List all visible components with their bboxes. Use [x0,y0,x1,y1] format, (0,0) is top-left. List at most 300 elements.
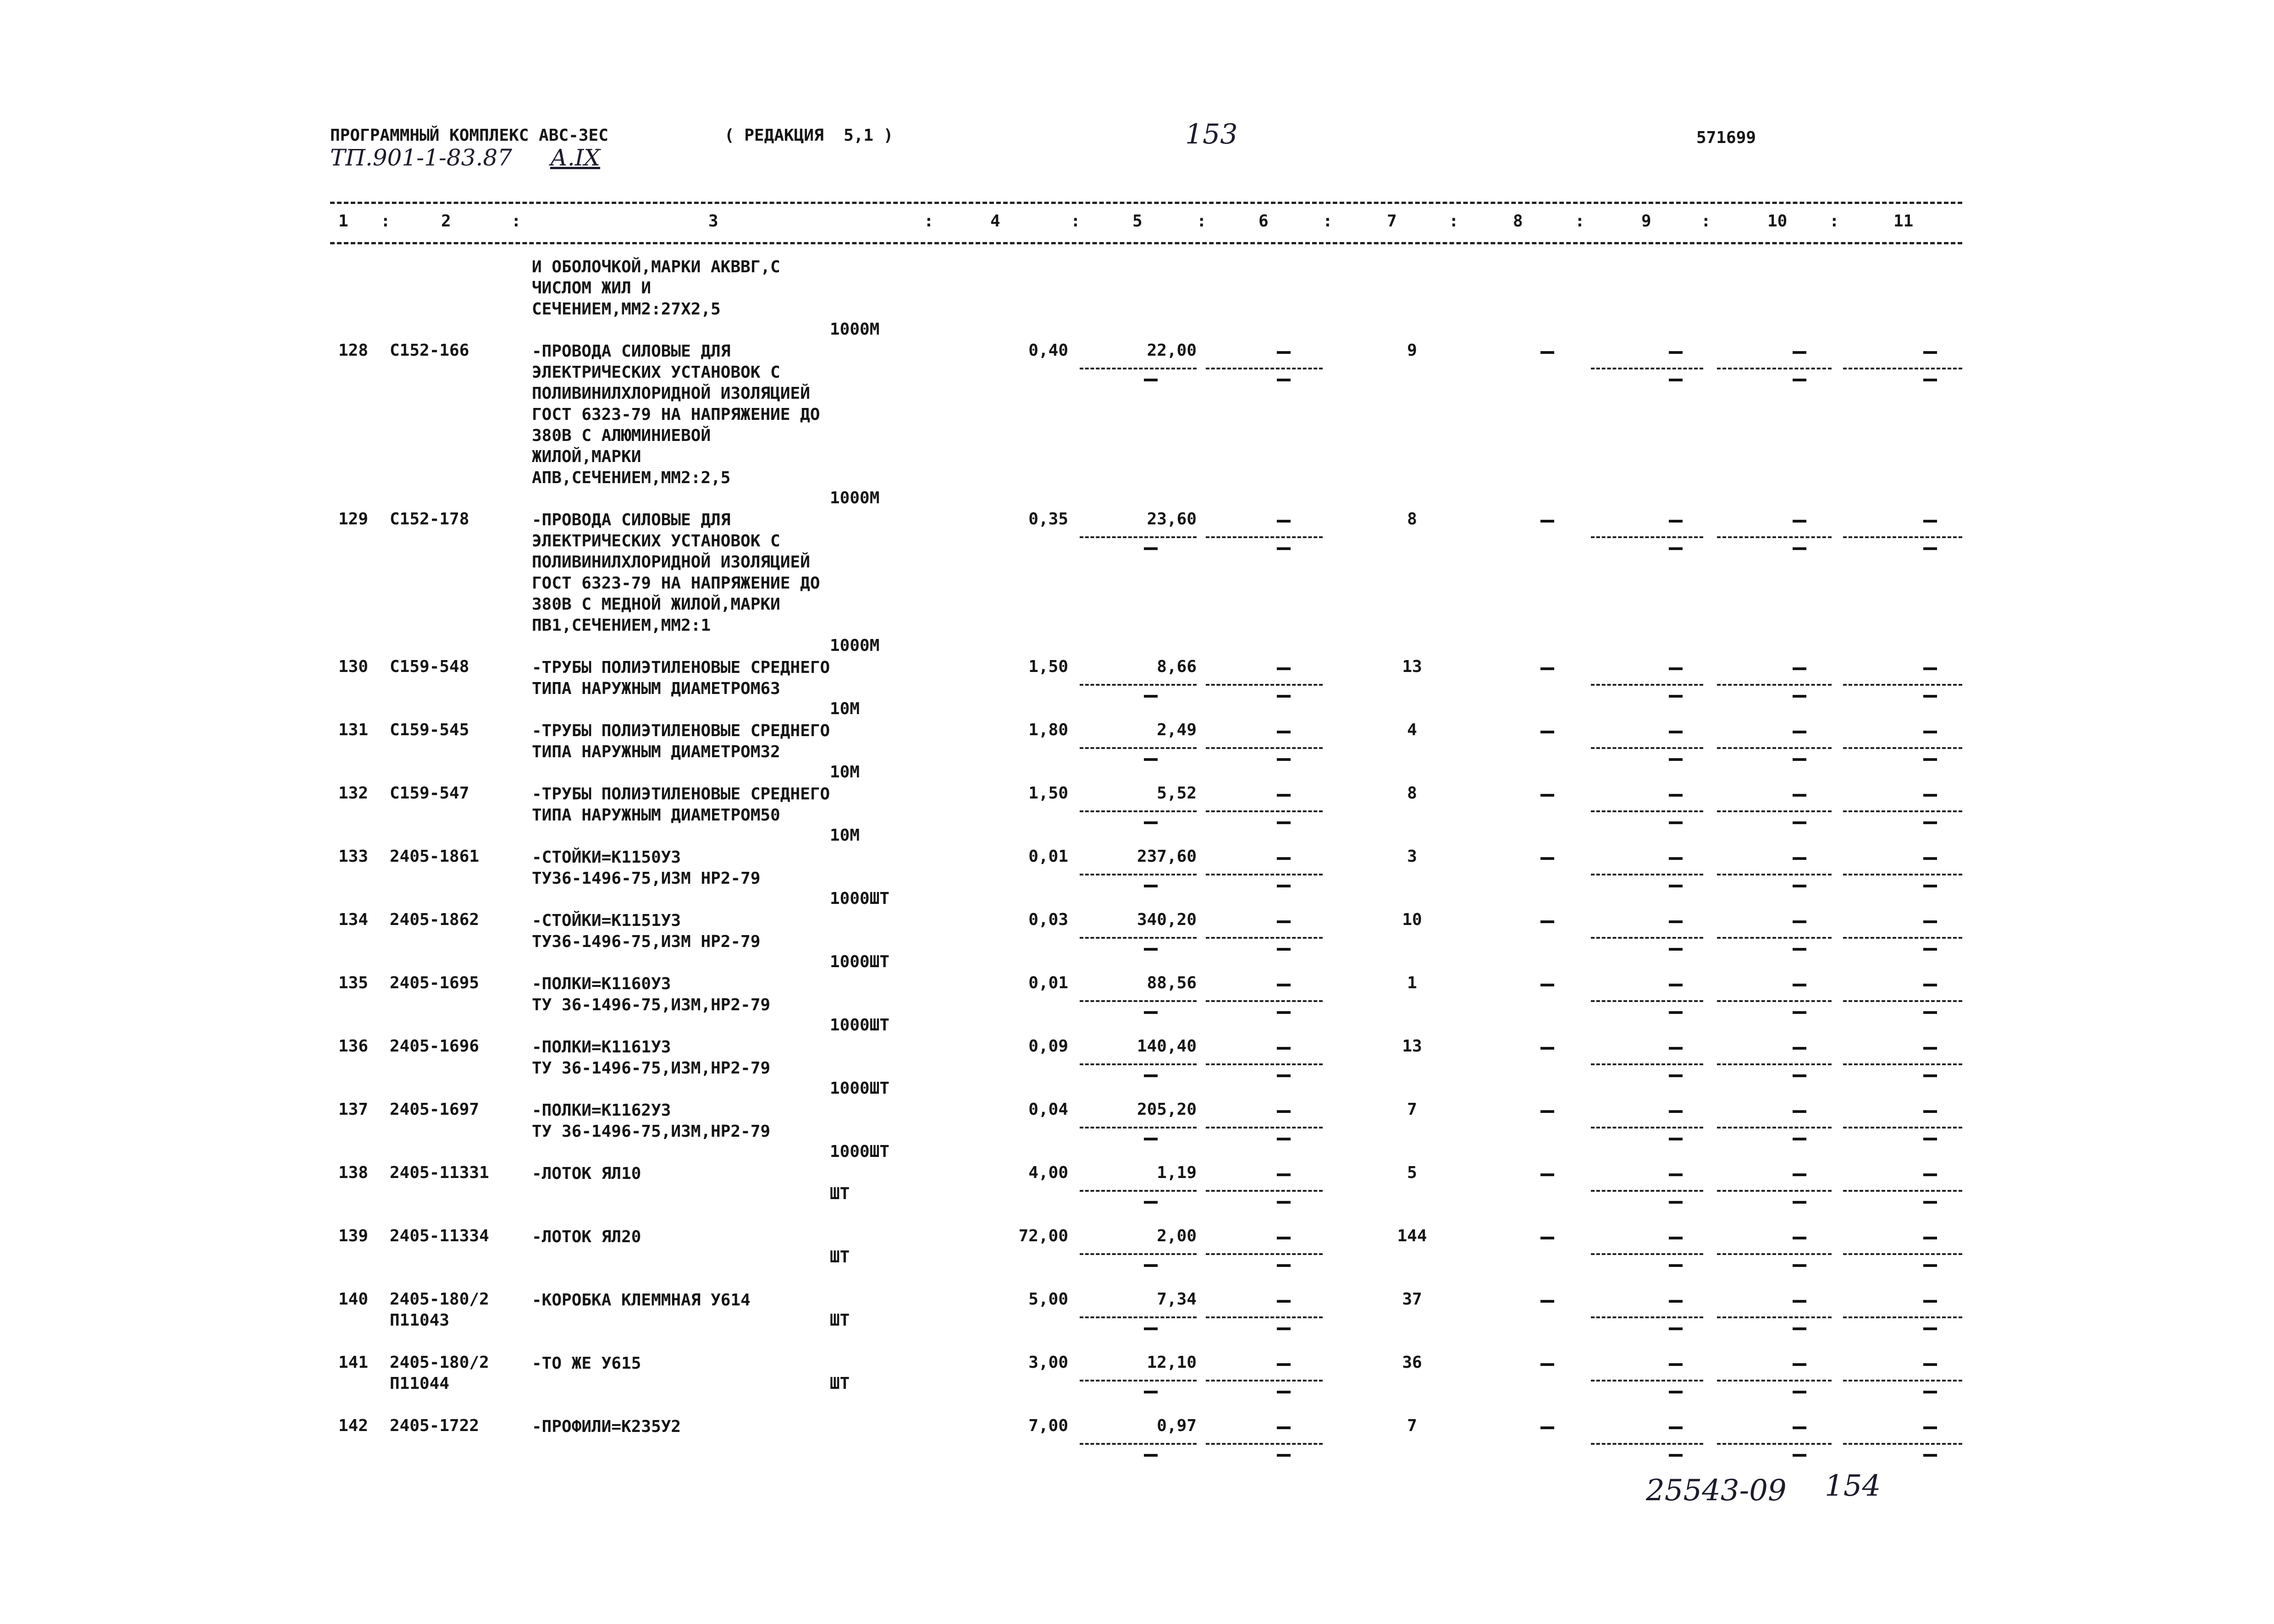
sub-row-rule [1080,368,1197,369]
empty-cell-dash [1923,667,1937,670]
description-line: ТУ 36-1496-75,ИЗМ,НР2-79 [532,1122,771,1141]
quantity-value: 0,04 [1028,1100,1068,1119]
unit-label: 1000ШТ [830,1079,890,1098]
sub-row-rule [1591,536,1703,538]
empty-cell-dash [1540,984,1554,986]
description-line: ГОСТ 6323-79 НА НАПРЯЖЕНИЕ ДО [532,574,820,593]
empty-cell-dash [1669,520,1683,523]
sub-row-rule [1206,1190,1323,1192]
empty-cell-dash [1669,857,1683,860]
empty-cell-dash [1277,1264,1291,1267]
empty-cell-dash [1144,547,1158,550]
empty-cell-dash [1793,667,1806,670]
unit-price-value: 22,00 [1147,341,1197,360]
empty-cell-dash [1540,1173,1554,1176]
empty-cell-dash [1144,695,1158,698]
empty-cell-dash [1669,1011,1683,1014]
empty-cell-dash [1793,984,1806,986]
sub-row-rule [1717,1000,1832,1002]
sub-row-rule [1591,937,1703,939]
empty-cell-dash [1923,821,1937,824]
sub-row-rule [1717,1380,1832,1382]
sub-row-rule [1591,1253,1703,1255]
column-separator: : [1701,212,1711,231]
sub-row-rule [1843,810,1962,812]
empty-cell-dash [1669,1138,1683,1140]
empty-cell-dash [1669,1074,1683,1077]
total-value: 4 [1407,721,1417,739]
empty-cell-dash [1277,1138,1291,1140]
sub-row-rule [1591,1190,1703,1192]
empty-cell-dash [1277,1237,1291,1239]
sub-row-rule [1717,874,1832,875]
empty-cell-dash [1793,1327,1806,1330]
sub-row-rule [1717,1253,1832,1255]
sub-row-rule [1843,1253,1962,1255]
row-number: 141 [338,1353,369,1372]
description-line: ТУ36-1496-75,ИЗМ НР2-79 [532,932,761,951]
empty-cell-dash [1277,1363,1291,1366]
column-header-7: 7 [1387,212,1397,231]
unit-price-value: 0,97 [1157,1416,1197,1435]
empty-cell-dash [1923,1173,1937,1176]
empty-cell-dash [1923,1110,1937,1113]
empty-cell-dash [1144,821,1158,824]
unit-label: ШТ [830,1184,850,1203]
empty-cell-dash [1923,1300,1937,1303]
column-header-2: 2 [441,212,451,231]
sub-row-rule [1080,1253,1197,1255]
sub-row-rule [1843,368,1962,369]
empty-cell-dash [1277,1110,1291,1113]
sub-row-rule [1717,1316,1832,1318]
empty-cell-dash [1923,857,1937,860]
item-code: 2405-1696 [390,1037,480,1056]
empty-cell-dash [1669,1391,1683,1393]
empty-cell-dash [1793,885,1806,887]
total-value: 13 [1402,1037,1422,1056]
empty-cell-dash [1669,885,1683,887]
column-header-6: 6 [1258,212,1269,231]
empty-cell-dash [1669,351,1683,354]
unit-price-value: 7,34 [1157,1290,1197,1309]
empty-cell-dash [1793,1138,1806,1140]
empty-cell-dash [1669,1454,1683,1457]
empty-cell-dash [1669,1300,1683,1303]
empty-cell-dash [1277,520,1291,523]
sub-row-rule [1717,1443,1832,1445]
row-number: 132 [338,784,369,803]
sub-row-rule [1843,1127,1962,1129]
empty-cell-dash [1669,1047,1683,1050]
sub-row-rule [1843,937,1962,939]
sub-row-rule [1843,684,1962,686]
empty-cell-dash [1923,351,1937,354]
empty-cell-dash [1669,1363,1683,1366]
sub-row-rule [1206,1127,1323,1129]
column-header-9: 9 [1641,212,1651,231]
description-line: -ТРУБЫ ПОЛИЭТИЛЕНОВЫЕ СРЕДНЕГО [532,785,830,804]
empty-cell-dash [1540,731,1554,733]
empty-cell-dash [1540,351,1554,354]
empty-cell-dash [1277,379,1291,381]
description-line: ЭЛЕКТРИЧЕСКИХ УСТАНОВОК С [532,363,780,382]
empty-cell-dash [1923,794,1937,797]
empty-cell-dash [1669,948,1683,951]
description-line: -ТО ЖЕ У615 [532,1354,641,1373]
sub-row-rule [1591,368,1703,369]
unit-label: 1000ШТ [830,889,890,908]
sub-row-rule [1591,747,1703,749]
unit-label: ШТ [830,1374,850,1393]
row-number: 135 [338,974,369,992]
empty-cell-dash [1277,1426,1291,1429]
sub-row-rule [1717,937,1832,939]
empty-cell-dash [1669,794,1683,797]
empty-cell-dash [1923,731,1937,733]
sub-row-rule [1080,747,1197,749]
unit-label: 1000ШТ [830,952,890,971]
empty-cell-dash [1793,1391,1806,1393]
row-number: 136 [338,1037,369,1056]
empty-cell-dash [1540,1110,1554,1113]
empty-cell-dash [1277,857,1291,860]
empty-cell-dash [1923,948,1937,951]
empty-cell-dash [1144,1264,1158,1267]
description-line: -ПРОВОДА СИЛОВЫЕ ДЛЯ [532,342,731,361]
sub-row-rule [1591,1063,1703,1065]
empty-cell-dash [1793,1454,1806,1457]
description-line: ТИПА НАРУЖНЫМ ДИАМЕТРОМ63 [532,679,780,698]
sub-row-rule [1206,810,1323,812]
empty-cell-dash [1277,885,1291,887]
column-separator: : [924,212,934,231]
row-number: 130 [338,657,369,676]
project-number: ТП.901-1-83.87 [330,144,513,171]
description-line: -СТОЙКИ=К1150У3 [532,848,681,867]
empty-cell-dash [1793,520,1806,523]
total-value: 7 [1407,1100,1417,1119]
empty-cell-dash [1277,1201,1291,1204]
unit-label: 1000М [830,636,880,655]
column-separator: : [1071,212,1081,231]
unit-price-value: 2,00 [1157,1227,1197,1245]
empty-cell-dash [1923,695,1937,698]
sub-row-rule [1717,747,1832,749]
description-line: -ПРОВОДА СИЛОВЫЕ ДЛЯ [532,511,731,529]
description-line: ЖИЛОЙ,МАРКИ [532,447,641,466]
empty-cell-dash [1669,547,1683,550]
empty-cell-dash [1793,547,1806,550]
description-line: ТУ36-1496-75,ИЗМ НР2-79 [532,869,761,888]
item-code: 2405-180/2 [390,1290,489,1309]
description-line: 380В С АЛЮМИНИЕВОЙ [532,426,711,445]
empty-cell-dash [1540,1363,1554,1366]
unit-label: ШТ [830,1311,850,1330]
empty-cell-dash [1144,1201,1158,1204]
item-code: 2405-1697 [390,1100,480,1119]
sub-row-rule [1206,1000,1323,1002]
empty-cell-dash [1793,1074,1806,1077]
sub-row-rule [1206,1380,1323,1382]
unit-label: 1000М [830,489,880,507]
empty-cell-dash [1923,1138,1937,1140]
sub-row-rule [1080,1190,1197,1192]
empty-cell-dash [1277,794,1291,797]
column-separator: : [1829,212,1839,231]
sub-row-rule [1206,747,1323,749]
description-line: -ЛОТОК ЯЛ10 [532,1164,641,1183]
quantity-value: 5,00 [1028,1290,1068,1309]
empty-cell-dash [1923,1047,1937,1050]
sub-row-rule [1843,1000,1962,1002]
item-code: 2405-1862 [390,910,480,929]
album-number: А.IX [550,144,601,171]
sub-row-rule [1206,874,1323,875]
empty-cell-dash [1669,1237,1683,1239]
unit-price-value: 5,52 [1157,784,1197,803]
row-number: 139 [338,1227,369,1245]
empty-cell-dash [1669,1327,1683,1330]
empty-cell-dash [1277,1300,1291,1303]
empty-cell-dash [1277,821,1291,824]
empty-cell-dash [1793,821,1806,824]
empty-cell-dash [1277,984,1291,986]
unit-price-value: 8,66 [1157,657,1197,676]
empty-cell-dash [1923,1264,1937,1267]
empty-cell-dash [1793,695,1806,698]
item-code: 2405-1722 [390,1416,480,1435]
sub-row-rule [1080,536,1197,538]
document-code: 571699 [1696,128,1756,147]
empty-cell-dash [1144,1327,1158,1330]
item-code-continued: П11043 [390,1311,450,1330]
description-line: И ОБОЛОЧКОЙ,МАРКИ АКВВГ,С [532,258,780,276]
sub-row-rule [1591,1443,1703,1445]
sub-row-rule [1206,536,1323,538]
description-line: ГОСТ 6323-79 НА НАПРЯЖЕНИЕ ДО [532,405,820,424]
item-code: 2405-11334 [390,1227,489,1245]
sub-row-rule [1080,874,1197,875]
empty-cell-dash [1540,794,1554,797]
empty-cell-dash [1793,731,1806,733]
total-value: 7 [1407,1416,1417,1435]
empty-cell-dash [1277,667,1291,670]
quantity-value: 0,01 [1028,847,1068,866]
empty-cell-dash [1923,1201,1937,1204]
empty-cell-dash [1144,1454,1158,1457]
row-number: 142 [338,1416,369,1435]
empty-cell-dash [1669,1110,1683,1113]
item-code: С159-547 [390,784,469,803]
unit-label: 10М [830,826,860,845]
sub-row-rule [1080,810,1197,812]
item-code: С159-548 [390,657,469,676]
quantity-value: 0,01 [1028,974,1068,992]
page-number: 153 [1185,118,1238,150]
unit-price-value: 23,60 [1147,510,1197,528]
sub-row-rule [1843,1443,1962,1445]
unit-label: ШТ [830,1248,850,1266]
sub-row-rule [1591,1000,1703,1002]
description-line: ТИПА НАРУЖНЫМ ДИАМЕТРОМ50 [532,806,780,825]
edition-label: ( РЕДАКЦИЯ 5,1 ) [724,126,894,145]
empty-cell-dash [1277,758,1291,761]
sub-row-rule [1080,1316,1197,1318]
total-value: 3 [1407,847,1417,866]
empty-cell-dash [1669,1201,1683,1204]
total-value: 37 [1402,1290,1422,1309]
unit-label: 1000ШТ [830,1016,890,1035]
description-line: -ЛОТОК ЯЛ20 [532,1228,641,1246]
empty-cell-dash [1793,857,1806,860]
quantity-value: 72,00 [1018,1227,1068,1245]
sub-row-rule [1717,1063,1832,1065]
sub-row-rule [1843,1190,1962,1192]
empty-cell-dash [1923,1011,1937,1014]
empty-cell-dash [1923,1426,1937,1429]
empty-cell-dash [1793,1047,1806,1050]
total-value: 8 [1407,510,1417,528]
empty-cell-dash [1540,1426,1554,1429]
total-value: 13 [1402,657,1422,676]
column-separator: : [511,212,521,231]
sub-row-rule [1206,1316,1323,1318]
empty-cell-dash [1277,351,1291,354]
sub-row-rule [1206,1253,1323,1255]
unit-price-value: 2,49 [1157,721,1197,739]
sub-row-rule [1717,810,1832,812]
item-code: С152-178 [390,510,469,528]
sub-row-rule [1591,684,1703,686]
empty-cell-dash [1923,379,1937,381]
empty-cell-dash [1669,667,1683,670]
empty-cell-dash [1144,1011,1158,1014]
description-line: ЭЛЕКТРИЧЕСКИХ УСТАНОВОК С [532,532,780,551]
row-number: 134 [338,910,369,929]
item-code: 2405-11331 [390,1163,489,1182]
unit-price-value: 205,20 [1137,1100,1197,1119]
empty-cell-dash [1793,1201,1806,1204]
empty-cell-dash [1669,821,1683,824]
column-separator: : [1197,212,1207,231]
sub-row-rule [1843,1316,1962,1318]
sub-row-rule [1206,1063,1323,1065]
item-code: 2405-1695 [390,974,480,992]
column-header-11: 11 [1893,212,1914,231]
empty-cell-dash [1793,1237,1806,1239]
unit-label: 1000ШТ [830,1142,890,1161]
description-line: ПВ1,СЕЧЕНИЕМ,ММ2:1 [532,616,711,635]
total-value: 36 [1402,1353,1422,1372]
empty-cell-dash [1793,948,1806,951]
description-line: -ПОЛКИ=К1160У3 [532,974,671,993]
empty-cell-dash [1540,1047,1554,1050]
sub-row-rule [1717,1190,1832,1192]
empty-cell-dash [1277,1391,1291,1393]
column-header-8: 8 [1513,212,1523,231]
sub-row-rule [1591,874,1703,875]
quantity-value: 7,00 [1028,1416,1068,1435]
row-number: 133 [338,847,369,866]
empty-cell-dash [1923,984,1937,986]
description-line: -СТОЙКИ=К1151У3 [532,911,681,930]
empty-cell-dash [1793,351,1806,354]
item-code: С159-545 [390,721,469,739]
item-code-continued: П11044 [390,1374,450,1393]
empty-cell-dash [1540,520,1554,523]
column-header-4: 4 [990,212,1000,231]
sub-row-rule [1843,1380,1962,1382]
empty-cell-dash [1923,1363,1937,1366]
sub-row-rule [1591,1380,1703,1382]
unit-price-value: 340,20 [1137,910,1197,929]
sub-row-rule [1843,536,1962,538]
unit-label: 10М [830,763,860,782]
sheet-number: 154 [1825,1469,1881,1503]
empty-cell-dash [1669,379,1683,381]
empty-cell-dash [1277,948,1291,951]
empty-cell-dash [1277,1047,1291,1050]
empty-cell-dash [1923,1327,1937,1330]
sub-row-rule [1080,684,1197,686]
empty-cell-dash [1540,857,1554,860]
empty-cell-dash [1793,920,1806,923]
quantity-value: 1,50 [1028,784,1068,803]
sub-row-rule [1206,684,1323,686]
description-line: -ПРОФИЛИ=К235У2 [532,1417,681,1436]
column-separator: : [1449,212,1459,231]
sub-row-rule [1080,1000,1197,1002]
unit-label: 1000М [830,320,880,339]
row-number: 137 [338,1100,369,1119]
description-line: СЕЧЕНИЕМ,ММ2:27Х2,5 [532,300,721,319]
empty-cell-dash [1277,1454,1291,1457]
empty-cell-dash [1923,758,1937,761]
description-line: -ТРУБЫ ПОЛИЭТИЛЕНОВЫЕ СРЕДНЕГО [532,658,830,677]
empty-cell-dash [1277,731,1291,733]
empty-cell-dash [1793,1300,1806,1303]
unit-price-value: 140,40 [1137,1037,1197,1056]
empty-cell-dash [1793,794,1806,797]
total-value: 9 [1407,341,1417,360]
empty-cell-dash [1144,885,1158,887]
empty-cell-dash [1540,1300,1554,1303]
quantity-value: 0,09 [1028,1037,1068,1056]
empty-cell-dash [1793,1264,1806,1267]
empty-cell-dash [1793,1173,1806,1176]
sub-row-rule [1080,1380,1197,1382]
empty-cell-dash [1793,1011,1806,1014]
header-bottom-rule [330,242,1962,244]
sub-row-rule [1717,1127,1832,1129]
empty-cell-dash [1540,1237,1554,1239]
sub-row-rule [1843,874,1962,875]
column-header-1: 1 [338,212,348,231]
total-value: 10 [1402,910,1422,929]
row-number: 131 [338,721,369,739]
column-header-10: 10 [1767,212,1788,231]
sub-row-rule [1717,536,1832,538]
quantity-value: 0,40 [1028,341,1068,360]
empty-cell-dash [1277,1011,1291,1014]
empty-cell-dash [1923,1074,1937,1077]
empty-cell-dash [1669,1426,1683,1429]
archive-number: 25543-09 [1646,1474,1787,1508]
column-separator: : [1575,212,1585,231]
total-value: 8 [1407,784,1417,803]
empty-cell-dash [1277,920,1291,923]
